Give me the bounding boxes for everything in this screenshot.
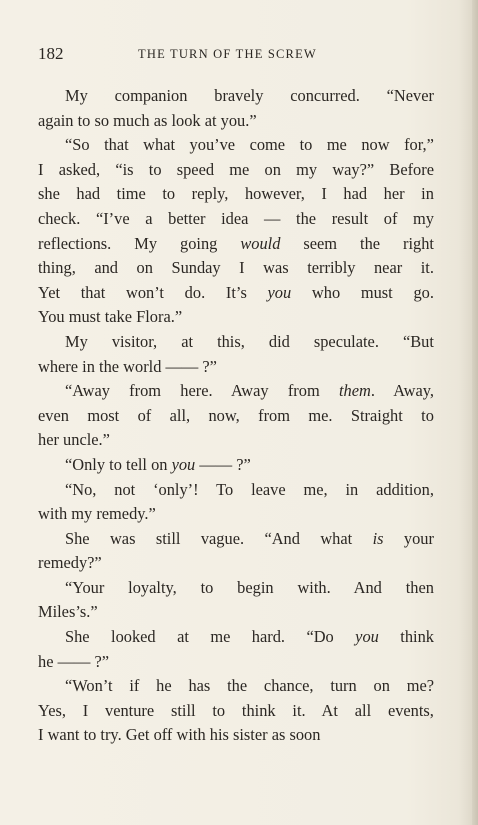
body-text xyxy=(38,84,434,748)
line-box xyxy=(38,428,434,453)
text-line: again to so much as look at you.” xyxy=(38,110,257,130)
line-box xyxy=(38,600,434,625)
paragraph xyxy=(38,133,434,330)
text-line: her uncle.” xyxy=(38,430,110,450)
text-line: I asked, “is to speed me on my way?” Before xyxy=(38,159,434,179)
line-box xyxy=(38,109,434,134)
line-box xyxy=(38,699,434,724)
line-box xyxy=(38,650,434,675)
line-box xyxy=(38,478,434,503)
text-line: “Away from here. Away from them. Away, xyxy=(65,381,434,401)
text-line: remedy?” xyxy=(38,553,102,573)
line-box xyxy=(38,256,434,281)
running-head: THE TURN OF THE SCREW xyxy=(138,47,317,61)
text-line: “So that what you’ve come to me now for,” xyxy=(65,135,434,155)
text-line: he —— ?” xyxy=(38,651,110,671)
line-box xyxy=(38,379,434,404)
line-box xyxy=(38,355,434,380)
text-line: My visitor, at this, did speculate. “But xyxy=(65,331,434,351)
paragraph xyxy=(38,453,434,478)
text-line: “No, not ‘only’! To leave me, in addition, xyxy=(65,479,434,499)
line-box xyxy=(38,551,434,576)
text-line: with my remedy.” xyxy=(38,504,156,524)
paragraph xyxy=(38,625,434,674)
text-line: “Your loyalty, to begin with. And then xyxy=(65,577,434,597)
text-line: “Only to tell on you —— ?” xyxy=(65,454,251,474)
text-line: she had time to reply, however, I had her in xyxy=(38,184,434,204)
text-line: She was still vague. “And what is your xyxy=(65,528,434,548)
text-line: Yet that won’t do. It’s you who must go. xyxy=(38,282,434,302)
line-box xyxy=(38,404,434,429)
paragraph xyxy=(38,576,434,625)
text-line: She looked at me hard. “Do you think xyxy=(65,627,434,647)
text-line: You must take Flora.” xyxy=(38,307,183,327)
text-line: even most of all, now, from me. Straight to xyxy=(38,405,434,425)
line-box xyxy=(38,281,434,306)
text-line: “Won’t if he has the chance, turn on me? xyxy=(65,676,434,696)
line-box xyxy=(38,182,434,207)
line-box xyxy=(38,674,434,699)
text-line: I want to try. Get off with his sister as soon xyxy=(38,725,321,745)
line-box xyxy=(38,723,434,748)
text-line: Miles’s.” xyxy=(38,602,98,622)
line-box xyxy=(38,576,434,601)
paragraph xyxy=(38,478,434,527)
paragraph xyxy=(38,379,434,453)
line-box xyxy=(38,232,434,257)
line-box xyxy=(38,502,434,527)
paragraph xyxy=(38,84,434,133)
line-box xyxy=(38,330,434,355)
text-line: thing, and on Sunday I was terribly near it. xyxy=(38,258,434,278)
line-box xyxy=(38,453,434,478)
text-line: My companion bravely concurred. “Never xyxy=(65,86,434,105)
paragraph xyxy=(38,674,434,748)
page-header xyxy=(38,44,438,68)
line-box xyxy=(38,527,434,552)
text-line: check. “I’ve a better idea — the result of my xyxy=(38,208,434,228)
line-box xyxy=(38,305,434,330)
text-line: Yes, I venture still to think it. At all events, xyxy=(38,700,434,720)
line-box xyxy=(38,158,434,183)
text-line: where in the world —— ?” xyxy=(38,356,217,376)
line-box xyxy=(38,133,434,158)
line-box xyxy=(38,207,434,232)
page-edge xyxy=(472,0,478,825)
line-box xyxy=(38,625,434,650)
text-line: reflections. My going would seem the right xyxy=(38,233,434,253)
page-number: 182 xyxy=(38,44,64,63)
paragraph xyxy=(38,527,434,576)
line-box xyxy=(38,84,434,109)
paragraph xyxy=(38,330,434,379)
